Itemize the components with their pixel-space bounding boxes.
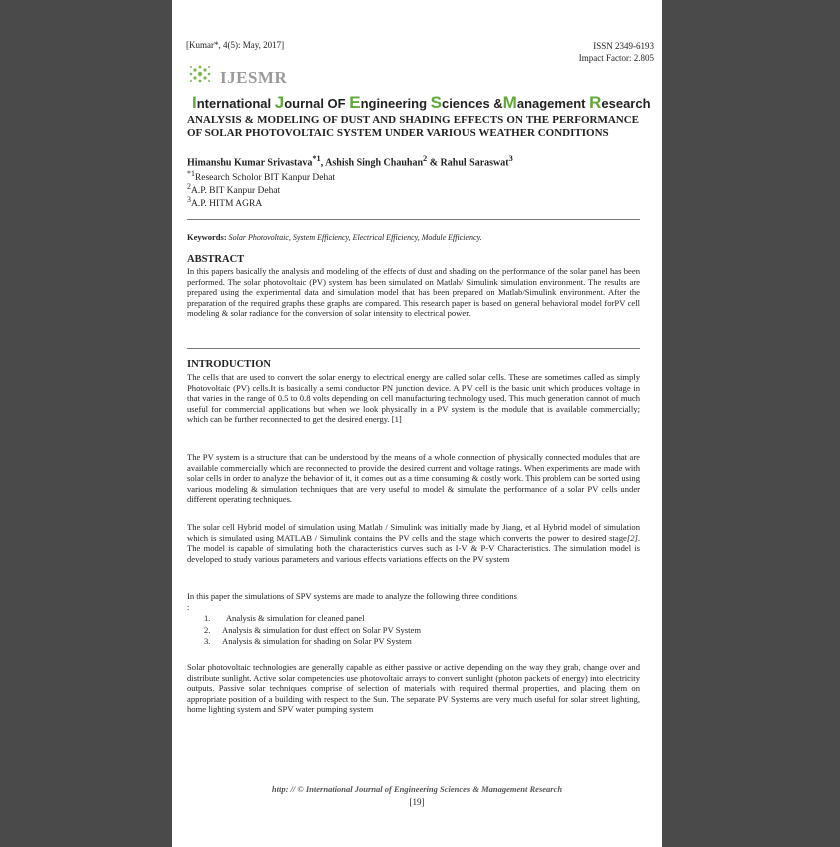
keywords [187, 232, 482, 242]
journal-word: esearch [601, 96, 651, 111]
journal-initial: R [589, 93, 602, 112]
intro-paragraph-4: In this paper the simulations of SPV systems are made to analyze the following three conditions [187, 591, 517, 601]
author-sup: 2 [423, 154, 428, 163]
impact-factor: Impact Factor: 2.805 [578, 53, 654, 63]
divider [187, 219, 640, 220]
intro-paragraph-4-colon: : [187, 602, 190, 612]
abstract-text: In this papers basically the analysis and modeling of the effects of dust and shading on the performance of the solar panel has been performed. The solar photovoltaic (PV) system has been simulated on Matlab/ Simulink simulation environment. The results are prepared using the experimental data and simulation model that has been prepared on Matlab/Simulink environment. After the preparation of the required graphs these graphs are compared. This research paper is based on general behavioral model forPV cell modeling & solar radiance for the conversion of solar intensity to electrical power. [187, 266, 640, 319]
intro-paragraph-1: The cells that are used to convert the solar energy to electrical energy are called solar cells. These are sometimes called as simply Photovoltaic (PV) cells.It is basically a semi conductor PN junction device. A PV cell is the basic unit which produces voltage in that varies in the range of 0.5 to 0.8 volts depending on cell manufacturing technology used. This much generation cannot of much useful for commercial applications but when we look physically in a PV system is the module that is available commercially; which can be further reconnected to get the desired energy. [1] [187, 372, 640, 425]
list-item [204, 625, 421, 637]
intro-p3-text: . The model is capable of simulating both the characteristics curves such as I-V & P-V Characteristics. The simulation model is developed to study various parameters and various effects variations effects on the PV system [187, 532, 640, 564]
journal-initial: J [274, 93, 285, 112]
affiliation-text: A.P. HITM AGRA [190, 199, 263, 210]
issn: ISSN 2349-6193 [593, 41, 654, 51]
affiliation-sup: *1 [187, 169, 195, 178]
document-page [172, 0, 662, 847]
list-number: 3. [204, 636, 211, 646]
intro-paragraph-2: The PV system is a structure that can be understood by the means of a whole connection of physically connected modules that are available commercially which are reconnected to provide the desired current and voltage ratings. When experiments are made with solar cells in order to analyze the behavior of it, it comes out as a time consuming & costly work. This problem can be sorted using various modeling & simulation techniques that are very useful to model & simulate the performance of a solar PV cells under different operating techniques. [187, 452, 640, 505]
journal-meta [579, 40, 654, 64]
affiliation-sup: 2 [187, 182, 191, 191]
abstract-heading: ABSTRACT [187, 254, 245, 265]
footer-text: http: // © International Journal of Engineering Sciences & Management Research [271, 784, 563, 794]
author-sep: , [320, 157, 326, 169]
journal-initial: I [192, 93, 197, 112]
journal-initial: E [349, 93, 361, 112]
journal-name [192, 93, 651, 113]
keywords-label: Keywords: [187, 232, 227, 242]
list-number: 2. [204, 624, 211, 635]
journal-logo-icon [186, 62, 214, 86]
intro-p3-reference: [2] [626, 532, 638, 543]
conditions-list [204, 613, 421, 648]
introduction-heading: INTRODUCTION [187, 359, 272, 370]
affiliation-text: Research Scholor BIT Kanpur Dehat [194, 173, 336, 184]
citation-header: [Kumar*, 4(5): May, 2017] [186, 40, 285, 50]
list-text: Analysis & simulation for dust effect on Solar PV System [222, 624, 421, 635]
divider [187, 348, 640, 349]
list-text: Analysis & simulation for cleaned panel [222, 613, 365, 623]
journal-word: nternational [196, 96, 275, 111]
author-sup: 3 [508, 154, 513, 163]
journal-word: anagement [516, 96, 590, 111]
journal-word: ciences & [441, 96, 503, 111]
list-number: 1. [204, 613, 211, 623]
logo-text: IJESMR [220, 68, 288, 87]
list-item [204, 613, 421, 625]
journal-initial: M [502, 93, 517, 112]
author-sep: & [427, 157, 441, 169]
intro-paragraph-5: Solar photovoltaic technologies are generally capable as either passive or active depending on the way they grab, change over and distribute sunlight. Active solar competencies use photovoltaic arrays to convert sunlight (photon packets of energy) into electricity outputs. Passive solar techniques comprise of selection of materials with required thermal properties, and placing them on appropriate position of a building with respect to the Sun. The separate PV Systems are very much useful for solar street lighting, home lighting system and SPV water pumping system [187, 662, 640, 715]
journal-word: ngineering [360, 96, 431, 111]
affiliation [187, 194, 262, 210]
author-name: Ashish Singh Chauhan [325, 157, 424, 169]
intro-paragraph-3 [187, 522, 640, 564]
author-line [187, 154, 513, 168]
intro-p3-text: The solar cell Hybrid model of simulation using Matlab / Simulink was initially made by Jiang, et al Hybrid model of simulation which is simulated using MATLAB / Simulink contains the PV cells and the stage which converts the power to desired stage [187, 522, 640, 543]
affiliation-text: A.P. BIT Kanpur Dehat [190, 186, 281, 197]
author-name: Rahul Saraswat [440, 157, 509, 169]
author-sup: *1 [312, 154, 321, 163]
author-name: Himanshu Kumar Srivastava [187, 157, 313, 169]
keywords-text: Solar Photovoltaic, System Efficiency, Electrical Efficiency, Module Efficiency. [228, 233, 482, 242]
list-item [204, 636, 421, 648]
journal-initial: S [430, 93, 442, 112]
affiliation-sup: 3 [187, 195, 191, 204]
paper-title: ANALYSIS & MODELING OF DUST AND SHADING EFFECTS ON THE PERFORMANCE OF SOLAR PHOTOVOLTAIC SYSTEM UNDER VARIOUS WEATHER CONDITIONS [187, 114, 639, 139]
list-text: Analysis & simulation for shading on Solar PV System [222, 636, 412, 646]
journal-word: ournal OF [284, 96, 350, 111]
page-number: [19] [409, 797, 425, 807]
